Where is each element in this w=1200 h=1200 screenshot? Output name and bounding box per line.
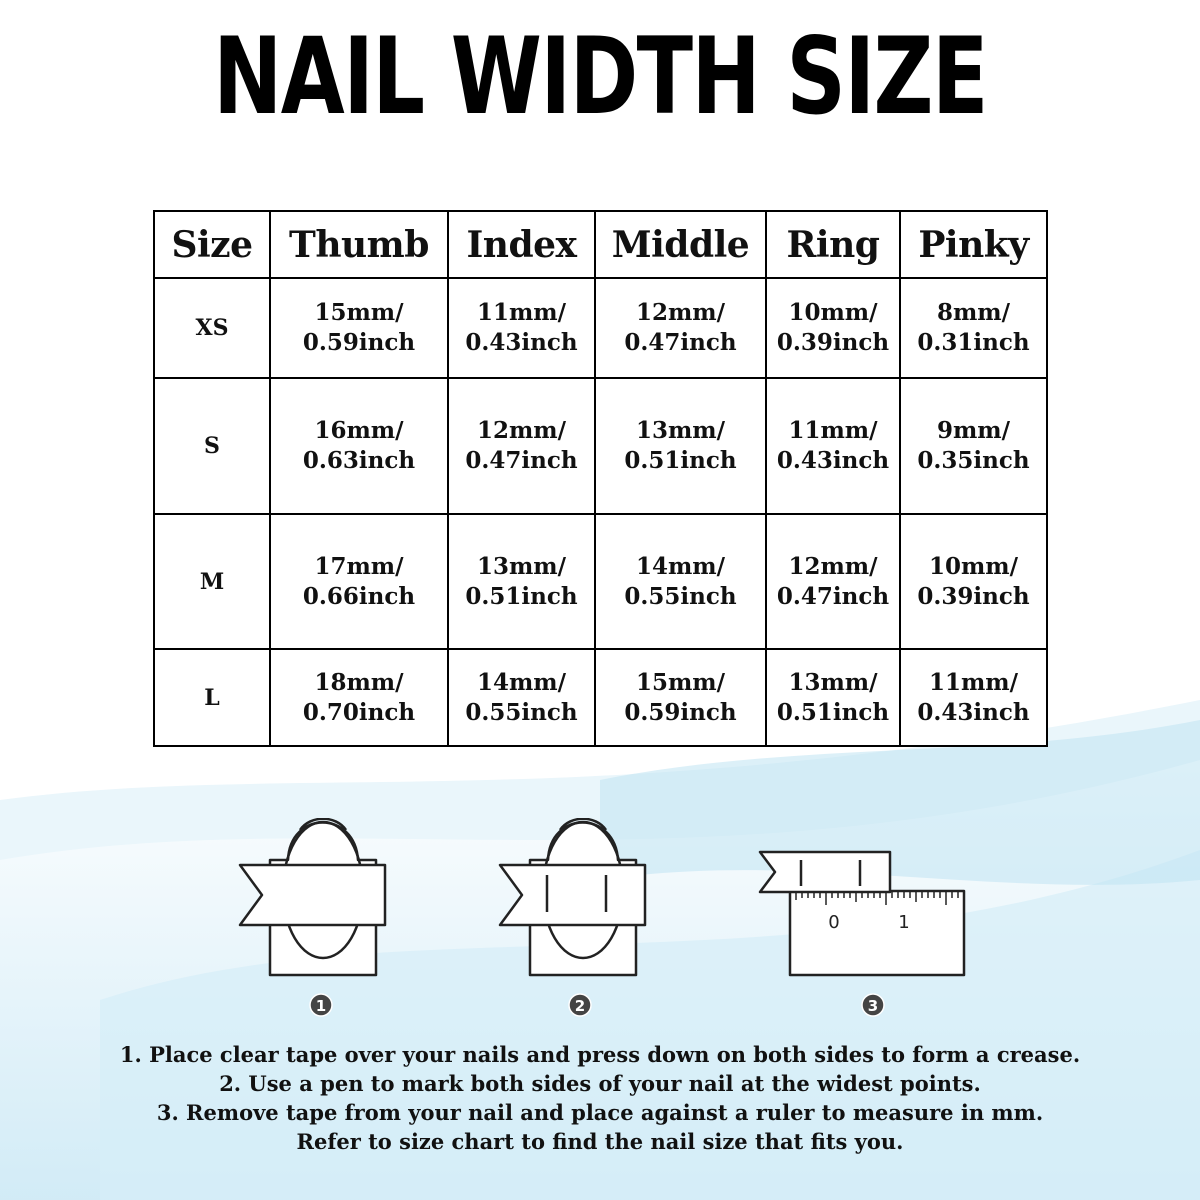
width-mm: 14mm/	[476, 668, 567, 696]
cell-ring	[766, 514, 900, 649]
width-inch: 0.66inch	[302, 582, 416, 610]
header-index: Index	[448, 211, 595, 278]
cell-index	[448, 649, 595, 746]
cell-index	[448, 278, 595, 378]
header-size: Size	[154, 211, 270, 278]
table-row	[154, 378, 1047, 514]
header-middle: Middle	[595, 211, 766, 278]
step-2-illustration	[500, 819, 645, 975]
width-mm: 13mm/	[788, 668, 878, 696]
width-inch: 0.55inch	[465, 698, 578, 726]
width-inch: 0.39inch	[917, 582, 1030, 610]
cell-pinky	[900, 378, 1047, 514]
width-mm: 15mm/	[635, 668, 726, 696]
width-mm: 11mm/	[928, 668, 1019, 696]
width-mm: 17mm/	[314, 552, 404, 580]
cell-thumb	[270, 649, 448, 746]
instruction-line-3: 3. Remove tape from your nail and place against a ruler to measure in mm.	[156, 1100, 1044, 1125]
width-inch: 0.35inch	[917, 447, 1030, 474]
width-inch: 0.47inch	[465, 447, 578, 474]
width-mm: 10mm/	[928, 552, 1019, 580]
width-inch: 0.59inch	[302, 329, 416, 356]
instruction-line-1: 1. Place clear tape over your nails and press down on both sides to form a crease.	[119, 1042, 1081, 1067]
width-inch: 0.43inch	[776, 447, 890, 474]
width-mm: 12mm/	[788, 552, 878, 580]
size-label: L	[154, 649, 270, 746]
width-mm: 8mm/	[936, 299, 1011, 326]
cell-ring	[766, 278, 900, 378]
table-row	[154, 514, 1047, 649]
width-mm: 15mm/	[314, 299, 404, 326]
table-header-row	[154, 211, 1047, 278]
tape-icon	[500, 865, 645, 925]
nail-size-table	[153, 210, 1048, 747]
cell-middle	[595, 278, 766, 378]
step-3-illustration	[760, 852, 964, 975]
step-1-illustration	[240, 819, 385, 975]
width-inch: 0.59inch	[624, 698, 737, 726]
size-label: S	[154, 378, 270, 514]
width-mm: 13mm/	[476, 552, 567, 580]
width-mm: 11mm/	[476, 299, 567, 326]
ruler-icon	[790, 891, 964, 975]
cell-thumb	[270, 378, 448, 514]
width-inch: 0.31inch	[917, 329, 1030, 356]
width-mm: 12mm/	[476, 417, 567, 444]
width-mm: 12mm/	[635, 299, 726, 326]
width-mm: 18mm/	[314, 668, 404, 696]
cell-pinky	[900, 278, 1047, 378]
width-inch: 0.51inch	[776, 698, 890, 726]
svg-text:3: 3	[867, 997, 879, 1015]
cell-middle	[595, 378, 766, 514]
cell-index	[448, 514, 595, 649]
header-ring: Ring	[766, 211, 900, 278]
page-title: NAIL WIDTH SIZE	[213, 15, 987, 138]
svg-text:2: 2	[574, 997, 586, 1015]
width-inch: 0.51inch	[465, 582, 578, 610]
width-mm: 14mm/	[635, 552, 726, 580]
width-inch: 0.43inch	[465, 329, 578, 356]
instruction-line-4: Refer to size chart to find the nail size that fits you.	[296, 1129, 904, 1154]
width-inch: 0.51inch	[624, 447, 737, 474]
width-inch: 0.47inch	[776, 582, 890, 610]
tape-strip-icon	[760, 852, 890, 892]
step-marker-3	[862, 994, 884, 1016]
cell-thumb	[270, 514, 448, 649]
cell-pinky	[900, 514, 1047, 649]
width-inch: 0.43inch	[917, 698, 1030, 726]
instructions	[0, 1040, 1200, 1156]
ruler-label-1: 1	[898, 912, 910, 933]
instruction-line-2: 2. Use a pen to mark both sides of your nail at the widest points.	[219, 1071, 981, 1096]
width-mm: 13mm/	[635, 417, 726, 444]
width-inch: 0.47inch	[624, 329, 737, 356]
width-mm: 9mm/	[936, 417, 1011, 444]
width-inch: 0.55inch	[624, 582, 737, 610]
cell-ring	[766, 378, 900, 514]
step-marker-1	[310, 994, 332, 1016]
table-row	[154, 278, 1047, 378]
width-mm: 11mm/	[788, 417, 878, 444]
width-inch: 0.39inch	[776, 329, 890, 356]
header-thumb: Thumb	[270, 211, 448, 278]
ruler-label-0: 0	[828, 912, 840, 933]
width-mm: 16mm/	[314, 417, 404, 444]
size-label: XS	[154, 278, 270, 378]
cell-ring	[766, 649, 900, 746]
size-label: M	[154, 514, 270, 649]
step-marker-2	[569, 994, 591, 1016]
cell-pinky	[900, 649, 1047, 746]
width-inch: 0.63inch	[302, 447, 416, 474]
table-row	[154, 649, 1047, 746]
header-pinky: Pinky	[900, 211, 1047, 278]
cell-middle	[595, 649, 766, 746]
width-mm: 10mm/	[788, 299, 878, 326]
cell-middle	[595, 514, 766, 649]
width-inch: 0.70inch	[302, 698, 416, 726]
measuring-steps-diagram	[0, 818, 1200, 1033]
cell-index	[448, 378, 595, 514]
svg-text:1: 1	[315, 997, 327, 1015]
tape-icon	[240, 865, 385, 925]
cell-thumb	[270, 278, 448, 378]
